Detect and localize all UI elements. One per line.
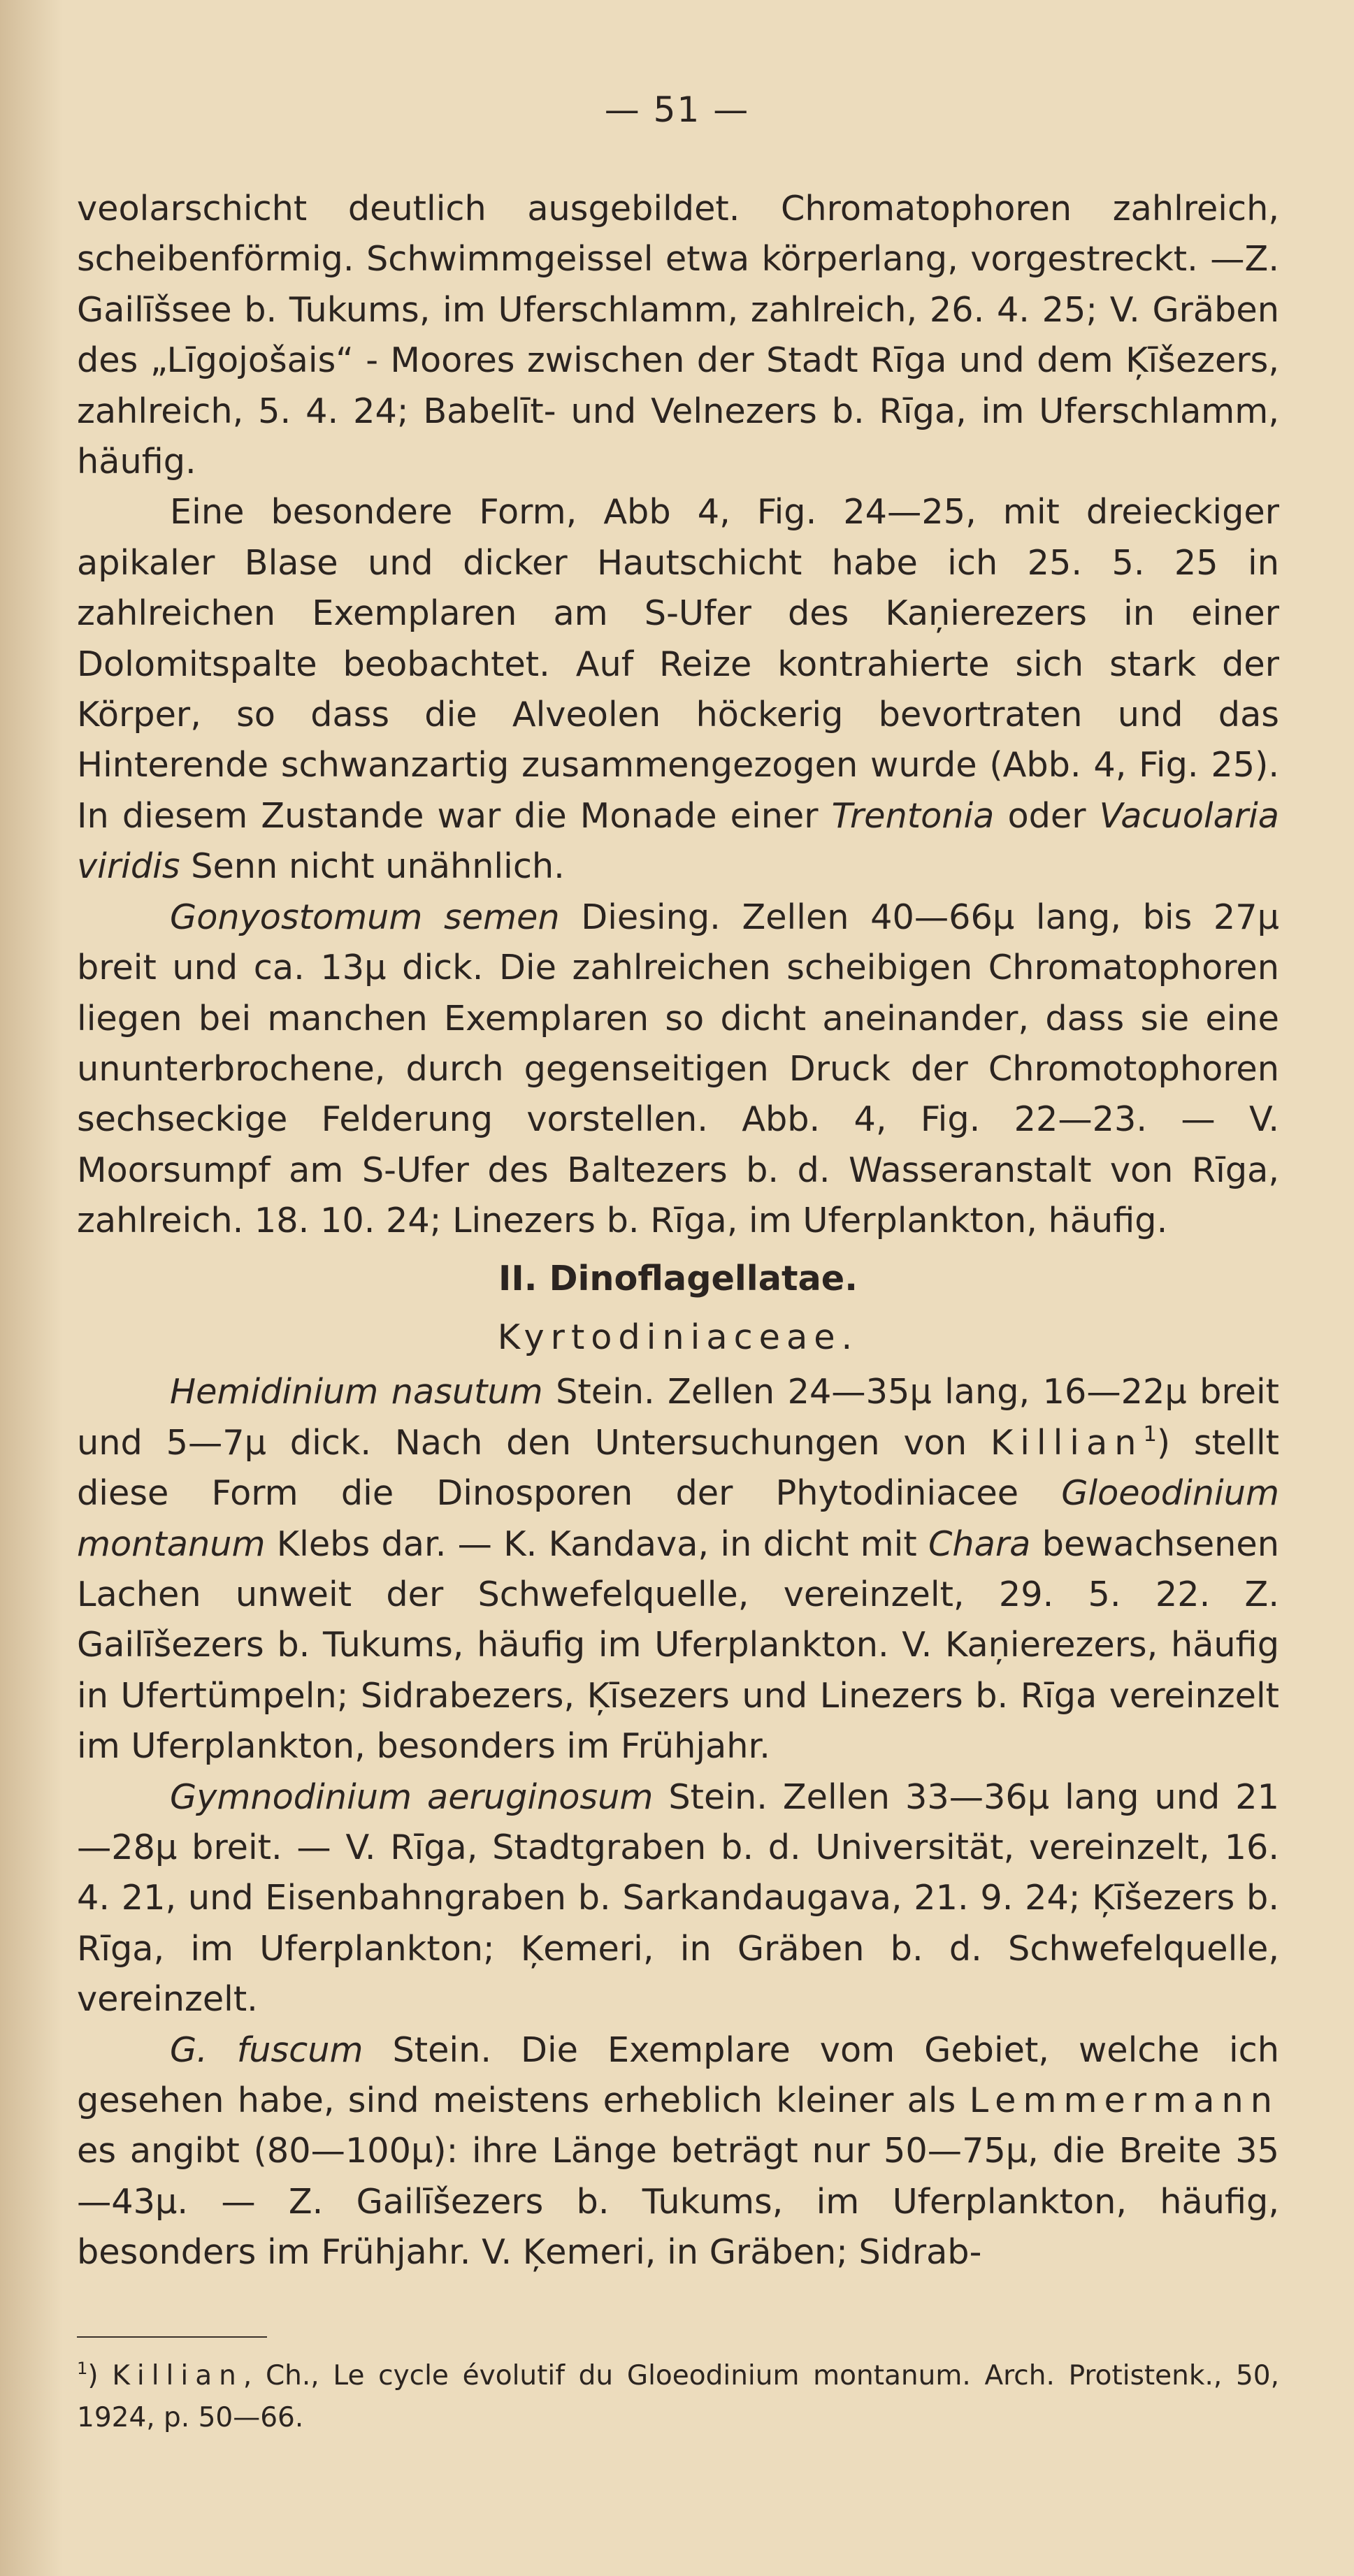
text-run: ) stellt diese Form die Dinosporen der Phytodiniacee [77, 1421, 1279, 1514]
italic-term: Gloeodinium montanum [77, 1472, 1279, 1564]
text-run: veolarschicht deutlich ausgebildet. Chromatophoren zahlreich, scheibenförmig. Schwimmgeissel etwa körperlang, vorgestreckt. —Z. Gailīšsee b. Tukums, im Uferschlamm, zahlreich, 26. 4. 25; V. Gräben des „Līgojošais“ - Moores zwischen der Stadt Rīga und dem Ķīšezers, zahlreich, 5. 4. 24; Babelīt- und Velnezers b. Rīga, im Uferschlamm, häufig. [77, 188, 1279, 482]
text-run: Stein. Zellen 33—36µ lang und 21—28µ breit. — V. Rīga, Stadtgraben b. d. Universität, vereinzelt, 16. 4. 21, und Eisenbahngraben b. Sarkandaugava, 21. 9. 24; Ķīšezers b. Rīga, im Uferplankton; Ķemeri, in Gräben b. d. Schwefelquelle, vereinzelt. [77, 1776, 1279, 2020]
section-heading: II. Dinoflagellatae. [498, 1257, 858, 1298]
italic-term: Hemidinium nasutum [170, 1371, 543, 1412]
footnote-marker: 1 [77, 2359, 88, 2379]
spaced-author: Lemmermann [969, 2080, 1279, 2121]
paragraph-1 [77, 486, 1279, 891]
italic-term: Trentonia [831, 795, 995, 836]
italic-term: Gonyostomum semen [170, 896, 560, 937]
paragraph-0 [77, 183, 1279, 486]
footnote-marker: 1 [1143, 1421, 1157, 1447]
page-number: — 51 — [604, 89, 750, 130]
text-run: Diesing. Zellen 40—66µ lang, bis 27µ breit und ca. 13µ dick. Die zahlreichen scheibigen Chromatophoren liegen bei manchen Exemplaren so dicht aneinander, dass sie eine ununterbrochene, durch gegenseitigen Druck der Chromotophoren sechseckige Felderung vorstellen. Abb. 4, Fig. 22—23. — V. Moorsumpf am S-Ufer des Baltezers b. d. Wasseranstalt von Rīga, zahlreich. 18. 10. 24; Linezers b. Rīga, im Uferplankton, häufig. [77, 896, 1279, 1241]
text-run: oder [994, 795, 1100, 836]
main-text [77, 183, 1279, 2278]
text-run: ) [87, 2360, 113, 2392]
paragraph-2 [77, 892, 1279, 1246]
italic-term: G. fuscum [170, 2029, 363, 2070]
italic-term: Gymnodinium aeruginosum [170, 1776, 654, 1817]
text-run: Senn nicht unähnlich. [180, 846, 565, 887]
spaced-author: Killian [112, 2360, 243, 2392]
spaced-author: Killian [990, 1421, 1144, 1463]
text-run: Klebs dar. — K. Kandava, in dicht mit [265, 1523, 928, 1564]
text-run: Eine besondere Form, Abb 4, Fig. 24—25, mit dreieckiger apikaler Blase und dicker Hautschicht habe ich 25. 5. 25 in zahlreichen Exemplaren am S-Ufer des Kaņierezers in einer Dolomitspalte beobachtet. Auf Reize kontrahierte sich stark der Körper, so dass die Alveolen höckerig bevortraten und das Hinterende schwanzartig zusammengezogen wurde (Abb. 4, Fig. 25). In diesem Zustande war die Monade einer [77, 491, 1279, 836]
paragraph-3 [77, 1366, 1279, 1771]
text-run: bewachsenen Lachen unweit der Schwefelquelle, vereinzelt, 29. 5. 22. Z. Gailīšezers b. Tukums, häufig im Uferplankton. V. Kaņierezers, häufig in Ufertümpeln; Sidrabezers, Ķīsezers und Linezers b. Rīga vereinzelt im Uferplankton, besonders im Frühjahr. [77, 1523, 1280, 1767]
footnote [77, 2355, 1279, 2439]
italic-term: Vacuolaria viridis [77, 795, 1279, 887]
text-run: Stein. Zellen 24—35µ lang, 16—22µ breit und 5—7µ dick. Nach den Untersuchungen von [77, 1371, 1279, 1463]
paragraph-5 [77, 2025, 1279, 2278]
footnote-rule [77, 2336, 267, 2338]
italic-term: Chara [928, 1523, 1031, 1564]
text-run: , Ch., Le cycle évolutif du Gloeodinium montanum. Arch. Protistenk., 50, 1924, p. 50—66. [77, 2360, 1279, 2433]
text-run: Stein. Die Exemplare vom Gebiet, welche ich gesehen habe, sind meistens erheblich kleiner als [77, 2029, 1279, 2121]
text-run: es angibt (80—100µ): ihre Länge beträgt nur 50—75µ, die Breite 35—43µ. — Z. Gailīšezers b. Tukums, im Uferplankton, häufig, besonders im Frühjahr. V. Ķemeri, in Gräben; Sidrab- [77, 2130, 1279, 2273]
paragraph-4 [77, 1772, 1279, 2025]
family-heading: Kyrtodiniaceae. [497, 1316, 859, 1357]
